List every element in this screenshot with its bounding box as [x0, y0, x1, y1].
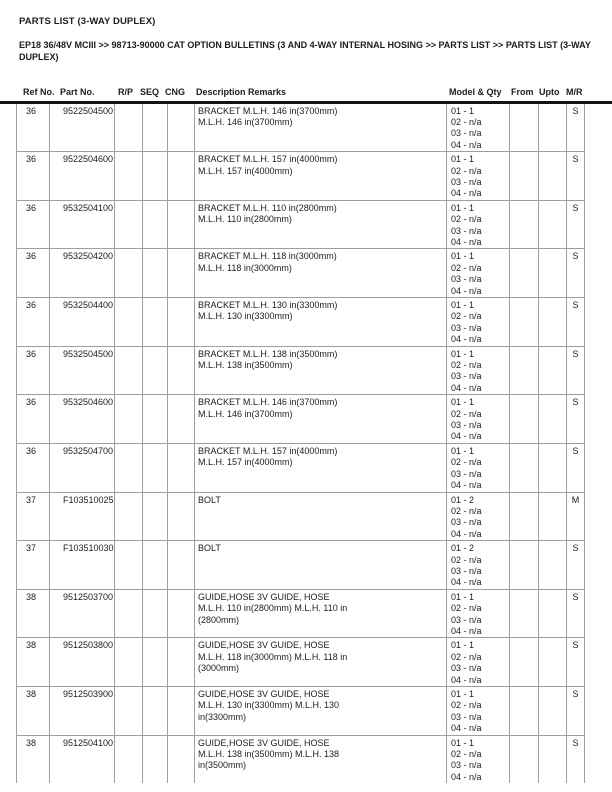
cell-seq [143, 346, 168, 395]
cell-cng [168, 735, 195, 783]
cell-from [510, 152, 539, 201]
cell-rp [115, 443, 143, 492]
cell-upto [539, 104, 567, 152]
cell-cng [168, 395, 195, 444]
cell-ref-no: 36 [17, 443, 50, 492]
cell-mr: S [567, 541, 585, 590]
cell-model-qty: 01 - 2 02 - n/a 03 - n/a 04 - n/a [447, 541, 510, 590]
table-row [17, 735, 585, 783]
cell-rp [115, 298, 143, 347]
cell-seq [143, 589, 168, 638]
cell-part-no: 9512504100 [50, 735, 115, 783]
table-row [17, 589, 585, 638]
cell-ref-no: 38 [17, 687, 50, 736]
cell-model-qty: 01 - 2 02 - n/a 03 - n/a 04 - n/a [447, 492, 510, 541]
cell-seq [143, 249, 168, 298]
cell-seq [143, 687, 168, 736]
cell-cng [168, 541, 195, 590]
cell-cng [168, 346, 195, 395]
cell-description: BOLT [195, 541, 447, 590]
cell-upto [539, 638, 567, 687]
table-row [17, 104, 585, 152]
cell-rp [115, 687, 143, 736]
column-header-mr: M/R [566, 87, 583, 97]
cell-part-no: 9532504100 [50, 200, 115, 249]
cell-model-qty: 01 - 1 02 - n/a 03 - n/a 04 - n/a [447, 735, 510, 783]
column-header-description: Description Remarks [196, 87, 287, 97]
cell-description: GUIDE,HOSE 3V GUIDE, HOSE M.L.H. 130 in(3300mm) M.L.H. 130 in(3300mm) [195, 687, 447, 736]
breadcrumb [19, 40, 609, 63]
cell-upto [539, 346, 567, 395]
cell-mr: S [567, 735, 585, 783]
cell-cng [168, 104, 195, 152]
cell-from [510, 443, 539, 492]
table-row [17, 687, 585, 736]
table-row [17, 395, 585, 444]
cell-description: BRACKET M.L.H. 110 in(2800mm) M.L.H. 110 in(2800mm) [195, 200, 447, 249]
page-title: PARTS LIST (3-WAY DUPLEX) [19, 16, 156, 27]
cell-part-no: 9512503900 [50, 687, 115, 736]
cell-seq [143, 735, 168, 783]
cell-from [510, 735, 539, 783]
cell-seq [143, 492, 168, 541]
cell-from [510, 638, 539, 687]
cell-from [510, 541, 539, 590]
cell-ref-no: 36 [17, 346, 50, 395]
cell-rp [115, 735, 143, 783]
cell-ref-no: 38 [17, 638, 50, 687]
column-header-upto: Upto [539, 87, 560, 97]
cell-ref-no: 36 [17, 104, 50, 152]
cell-part-no: 9532504400 [50, 298, 115, 347]
cell-model-qty: 01 - 1 02 - n/a 03 - n/a 04 - n/a [447, 152, 510, 201]
column-header-seq: SEQ [140, 87, 160, 97]
cell-mr: S [567, 395, 585, 444]
table-row [17, 200, 585, 249]
cell-rp [115, 638, 143, 687]
cell-ref-no: 36 [17, 298, 50, 347]
cell-description: GUIDE,HOSE 3V GUIDE, HOSE M.L.H. 118 in(3000mm) M.L.H. 118 in (3000mm) [195, 638, 447, 687]
cell-seq [143, 443, 168, 492]
cell-rp [115, 104, 143, 152]
cell-from [510, 104, 539, 152]
cell-seq [143, 104, 168, 152]
table-row [17, 492, 585, 541]
cell-mr: S [567, 443, 585, 492]
cell-model-qty: 01 - 1 02 - n/a 03 - n/a 04 - n/a [447, 200, 510, 249]
cell-mr: S [567, 638, 585, 687]
breadcrumb-line-1: EP18 36/48V MCIII >> 98713-90000 CAT OPTION BULLETINS (3 AND 4-WAY INTERNAL HOSING >> PARTS LIST >> PARTS LIST (3-WAY [19, 40, 591, 50]
cell-seq [143, 541, 168, 590]
cell-part-no: 9512503700 [50, 589, 115, 638]
table-row [17, 346, 585, 395]
cell-mr: S [567, 589, 585, 638]
cell-rp [115, 541, 143, 590]
cell-rp [115, 152, 143, 201]
cell-upto [539, 395, 567, 444]
cell-model-qty: 01 - 1 02 - n/a 03 - n/a 04 - n/a [447, 443, 510, 492]
cell-model-qty: 01 - 1 02 - n/a 03 - n/a 04 - n/a [447, 298, 510, 347]
cell-cng [168, 638, 195, 687]
cell-seq [143, 200, 168, 249]
cell-description: BRACKET M.L.H. 157 in(4000mm) M.L.H. 157 in(4000mm) [195, 443, 447, 492]
cell-rp [115, 589, 143, 638]
column-header-rp: R/P [118, 87, 134, 97]
cell-upto [539, 492, 567, 541]
cell-description: BRACKET M.L.H. 146 in(3700mm) M.L.H. 146 in(3700mm) [195, 395, 447, 444]
cell-part-no: 9512503800 [50, 638, 115, 687]
cell-description: BRACKET M.L.H. 130 in(3300mm) M.L.H. 130 in(3300mm) [195, 298, 447, 347]
cell-cng [168, 298, 195, 347]
cell-description: BRACKET M.L.H. 138 in(3500mm) M.L.H. 138 in(3500mm) [195, 346, 447, 395]
cell-cng [168, 687, 195, 736]
cell-from [510, 687, 539, 736]
cell-upto [539, 249, 567, 298]
cell-seq [143, 395, 168, 444]
cell-seq [143, 152, 168, 201]
cell-model-qty: 01 - 1 02 - n/a 03 - n/a 04 - n/a [447, 638, 510, 687]
cell-description: BRACKET M.L.H. 146 in(3700mm) M.L.H. 146 in(3700mm) [195, 104, 447, 152]
table-row [17, 249, 585, 298]
cell-from [510, 492, 539, 541]
column-header-model-qty: Model & Qty [449, 87, 502, 97]
cell-cng [168, 443, 195, 492]
cell-part-no: F103510030 [50, 541, 115, 590]
cell-model-qty: 01 - 1 02 - n/a 03 - n/a 04 - n/a [447, 589, 510, 638]
cell-rp [115, 395, 143, 444]
cell-mr: S [567, 687, 585, 736]
cell-cng [168, 589, 195, 638]
cell-ref-no: 38 [17, 735, 50, 783]
cell-ref-no: 37 [17, 492, 50, 541]
cell-ref-no: 36 [17, 395, 50, 444]
cell-description: GUIDE,HOSE 3V GUIDE, HOSE M.L.H. 110 in(2800mm) M.L.H. 110 in (2800mm) [195, 589, 447, 638]
cell-upto [539, 687, 567, 736]
cell-cng [168, 492, 195, 541]
cell-rp [115, 492, 143, 541]
cell-upto [539, 541, 567, 590]
cell-description: BRACKET M.L.H. 118 in(3000mm) M.L.H. 118 in(3000mm) [195, 249, 447, 298]
cell-part-no: F103510025 [50, 492, 115, 541]
column-header-ref-no: Ref No. [23, 87, 55, 97]
cell-cng [168, 249, 195, 298]
cell-upto [539, 298, 567, 347]
cell-description: BOLT [195, 492, 447, 541]
cell-ref-no: 36 [17, 249, 50, 298]
cell-model-qty: 01 - 1 02 - n/a 03 - n/a 04 - n/a [447, 249, 510, 298]
table-row [17, 152, 585, 201]
breadcrumb-line-2: DUPLEX) [19, 51, 59, 62]
table-row [17, 638, 585, 687]
cell-mr: S [567, 298, 585, 347]
table-row [17, 298, 585, 347]
cell-description: GUIDE,HOSE 3V GUIDE, HOSE M.L.H. 138 in(3500mm) M.L.H. 138 in(3500mm) [195, 735, 447, 783]
cell-ref-no: 36 [17, 152, 50, 201]
cell-mr: S [567, 200, 585, 249]
cell-from [510, 395, 539, 444]
cell-ref-no: 38 [17, 589, 50, 638]
cell-part-no: 9532504700 [50, 443, 115, 492]
cell-mr: S [567, 152, 585, 201]
cell-rp [115, 346, 143, 395]
cell-part-no: 9532504500 [50, 346, 115, 395]
cell-rp [115, 249, 143, 298]
cell-from [510, 298, 539, 347]
table-column-headers [0, 87, 612, 99]
cell-from [510, 589, 539, 638]
column-header-from: From [511, 87, 534, 97]
cell-upto [539, 152, 567, 201]
cell-upto [539, 443, 567, 492]
cell-upto [539, 589, 567, 638]
cell-from [510, 346, 539, 395]
column-header-part-no: Part No. [60, 87, 95, 97]
cell-cng [168, 200, 195, 249]
cell-ref-no: 37 [17, 541, 50, 590]
table-row [17, 541, 585, 590]
cell-part-no: 9532504200 [50, 249, 115, 298]
cell-cng [168, 152, 195, 201]
cell-model-qty: 01 - 1 02 - n/a 03 - n/a 04 - n/a [447, 395, 510, 444]
cell-description: BRACKET M.L.H. 157 in(4000mm) M.L.H. 157 in(4000mm) [195, 152, 447, 201]
cell-model-qty: 01 - 1 02 - n/a 03 - n/a 04 - n/a [447, 104, 510, 152]
cell-from [510, 200, 539, 249]
cell-rp [115, 200, 143, 249]
cell-mr: S [567, 104, 585, 152]
cell-seq [143, 298, 168, 347]
cell-mr: M [567, 492, 585, 541]
cell-part-no: 9522504600 [50, 152, 115, 201]
cell-part-no: 9532504600 [50, 395, 115, 444]
column-header-cng: CNG [165, 87, 185, 97]
cell-mr: S [567, 249, 585, 298]
cell-ref-no: 36 [17, 200, 50, 249]
cell-seq [143, 638, 168, 687]
cell-model-qty: 01 - 1 02 - n/a 03 - n/a 04 - n/a [447, 687, 510, 736]
cell-part-no: 9522504500 [50, 104, 115, 152]
parts-table [16, 104, 585, 784]
cell-upto [539, 735, 567, 783]
cell-from [510, 249, 539, 298]
table-row [17, 443, 585, 492]
cell-mr: S [567, 346, 585, 395]
cell-model-qty: 01 - 1 02 - n/a 03 - n/a 04 - n/a [447, 346, 510, 395]
cell-upto [539, 200, 567, 249]
